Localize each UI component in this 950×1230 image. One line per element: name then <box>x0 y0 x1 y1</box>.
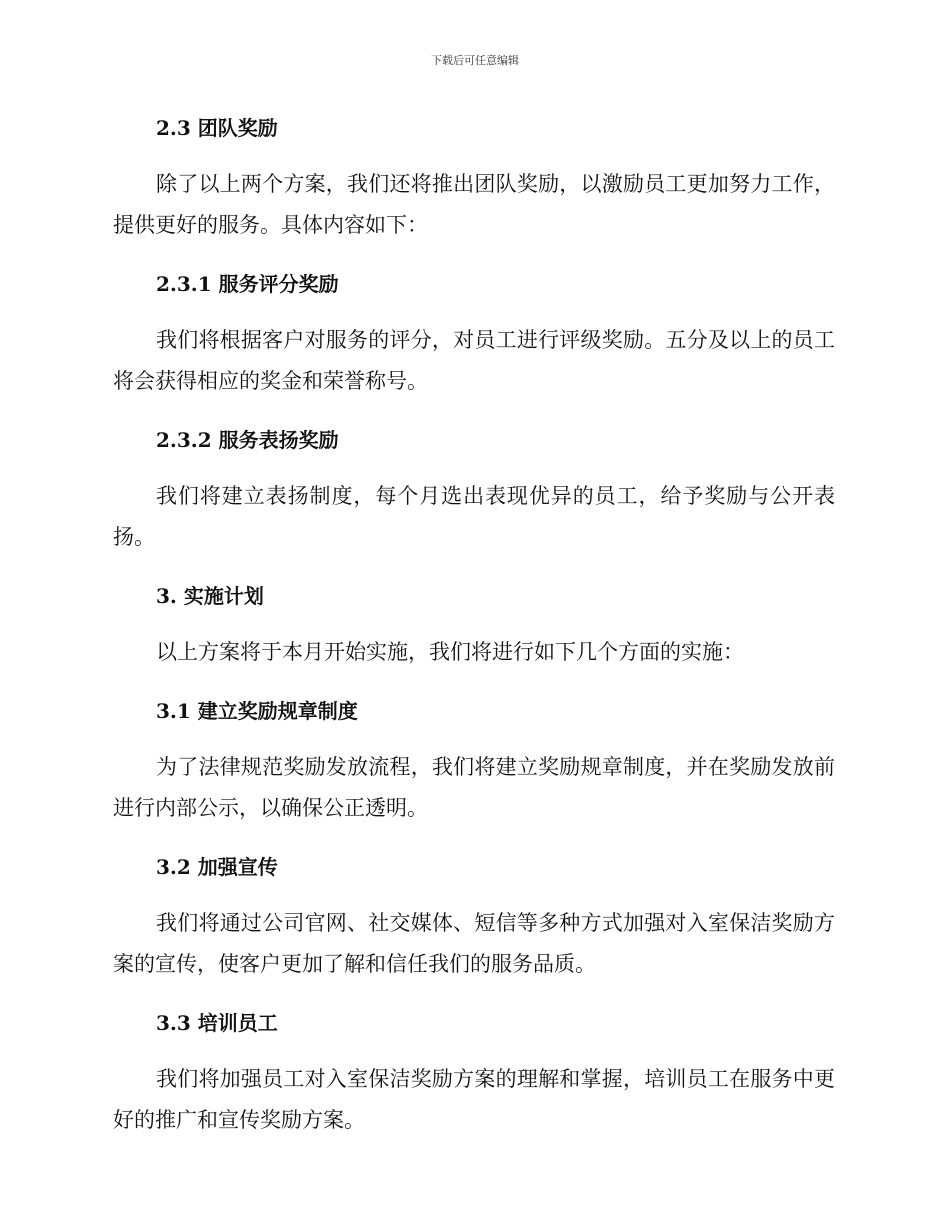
paragraph-service-praise-reward: 我们将建立表扬制度，每个月选出表现优异的员工，给予奖励与公开表扬。 <box>113 484 835 549</box>
document-body <box>113 108 835 1141</box>
paragraph-staff-training: 我们将加强员工对入室保洁奖励方案的理解和掌握，培训员工在服务中更好的推广和宣传奖励方案。 <box>113 1067 835 1132</box>
heading-3-3-staff-training: 3.3 培训员工 <box>156 1011 278 1035</box>
paragraph-reward-regulations: 为了法律规范奖励发放流程，我们将建立奖励规章制度，并在奖励发放前进行内部公示，以确保公正透明。 <box>113 755 835 820</box>
heading-2-3-2-service-praise-reward: 2.3.2 服务表扬奖励 <box>156 428 339 452</box>
page-header-note: 下载后可任意编辑 <box>431 54 519 67</box>
heading-3-1-reward-regulations: 3.1 建立奖励规章制度 <box>156 699 358 723</box>
paragraph-service-rating-reward: 我们将根据客户对服务的评分，对员工进行评级奖励。五分及以上的员工将会获得相应的奖金和荣誉称号。 <box>113 328 835 393</box>
paragraph-implementation-plan: 以上方案将于本月开始实施，我们将进行如下几个方面的实施： <box>156 640 744 664</box>
paragraph-publicity: 我们将通过公司官网、社交媒体、短信等多种方式加强对入室保洁奖励方案的宣传，使客户更加了解和信任我们的服务品质。 <box>113 911 835 976</box>
paragraph-team-reward-intro: 除了以上两个方案，我们还将推出团队奖励，以激励员工更加努力工作，提供更好的服务。具体内容如下： <box>113 172 835 237</box>
heading-2-3-1-service-rating-reward: 2.3.1 服务评分奖励 <box>156 272 339 296</box>
heading-3-2-publicity: 3.2 加强宣传 <box>156 855 278 879</box>
heading-2-3-team-reward: 2.3 团队奖励 <box>156 116 278 140</box>
heading-3-implementation-plan: 3. 实施计划 <box>156 584 264 608</box>
